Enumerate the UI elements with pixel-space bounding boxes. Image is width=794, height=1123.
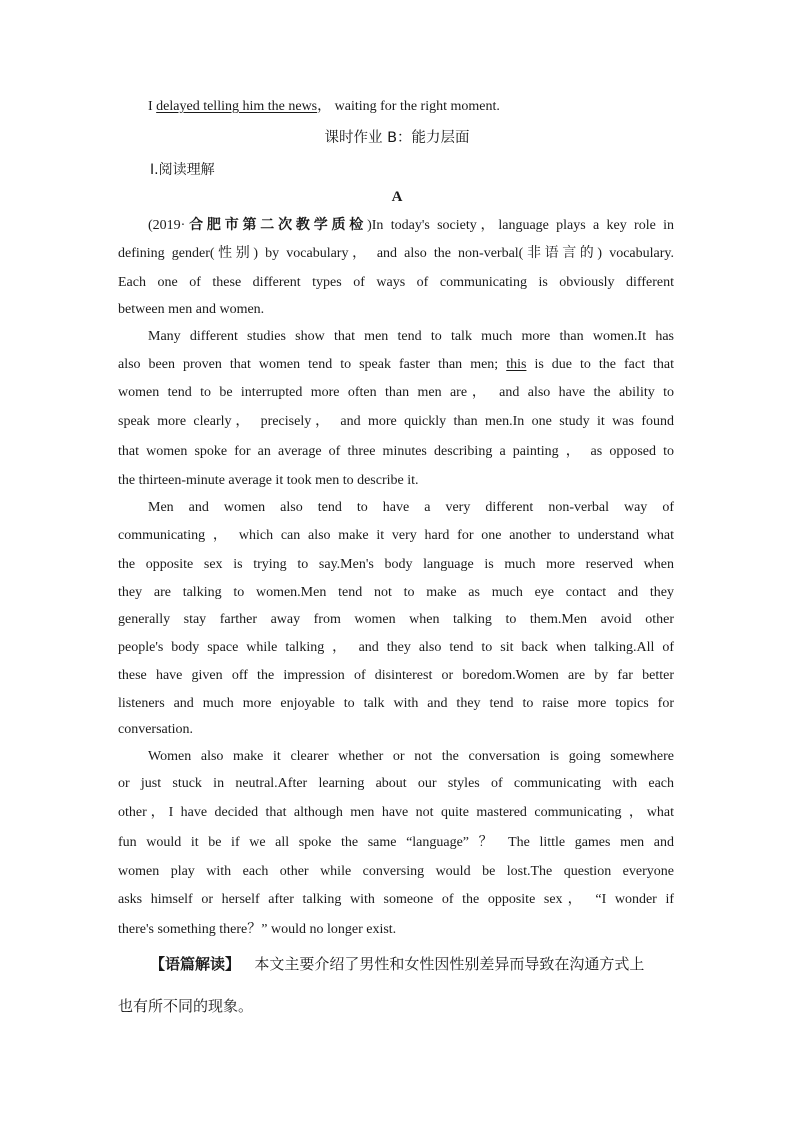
- source-open: (2019·: [148, 218, 186, 233]
- passage-line: other，I have decided that although men have not quite mastered communicating ，what: [118, 805, 674, 820]
- passage-fragment: also been proven that women tend to speak faster than men;: [118, 357, 507, 372]
- passage-line: the opposite sex is trying to say.Men's body language is much more reserved when: [118, 557, 674, 572]
- analysis-line1: [150, 954, 644, 974]
- source-city: 合肥市第二次教学质检: [185, 217, 368, 233]
- passage-line: or just stuck in neutral.After learning about our styles of communicating with each: [118, 776, 674, 791]
- example-sentence-underlined: delayed telling him the news: [156, 99, 318, 114]
- passage-line: women tend to be interrupted more often than men are， and also have the ability to: [118, 385, 674, 400]
- passage-line: Each one of these different types of ways of communicating is obviously different: [118, 275, 674, 290]
- passage-line: the thirteen-minute average it took men to describe it.: [118, 473, 419, 488]
- p1-line1-rest: )In today's society，language plays a key role in: [367, 218, 674, 233]
- passage-line: they are talking to women.Men tend not to make as much eye contact and they: [118, 585, 674, 600]
- passage-line: conversation.: [118, 722, 194, 737]
- passage-line: [118, 356, 674, 374]
- passage-line: asks himself or herself after talking with someone of the opposite sex， “I wonder if: [118, 892, 674, 907]
- passage-line: there's something there？” would no longer exist.: [118, 922, 397, 937]
- section-label: Ⅰ.阅读理解: [150, 162, 215, 178]
- analysis-label: 【语篇解读】: [150, 955, 241, 973]
- passage-line: that women spoke for an average of three minutes describing a painting ， as opposed to: [118, 444, 674, 459]
- analysis-text-1: 本文主要介绍了男性和女性因性别差异而导致在沟通方式上: [254, 955, 645, 973]
- passage-line: these have given off the impression of disinterest or boredom.Women are by far better: [118, 668, 674, 683]
- passage-line: defining gender(性别) by vocabulary， and also the non-verbal(非语言的) vocabulary.: [118, 246, 674, 261]
- passage-letter: A: [391, 189, 403, 205]
- passage-line: fun would it be if we all spoke the same “language” ？ The little games men and: [118, 835, 674, 850]
- passage-line: generally stay farther away from women when talking to them.Men avoid other: [118, 612, 674, 627]
- example-sentence-prefix: I: [148, 99, 157, 114]
- passage-line: Women also make it clearer whether or not the conversation is going somewhere: [148, 749, 674, 764]
- passage-line: Men and women also tend to have a very different non-verbal way of: [148, 500, 674, 515]
- passage-line: speak more clearly， precisely， and more quickly than men.In one study it was found: [118, 414, 674, 429]
- underlined-this: this: [506, 357, 527, 372]
- passage-line: people's body space while talking ， and they also tend to sit back when talking.All of: [118, 640, 674, 655]
- analysis-line2: 也有所不同的现象。: [118, 997, 254, 1015]
- passage-line: women play with each other while conversing would be lost.The question everyone: [118, 864, 674, 879]
- homework-title: 课时作业 B：能力层面: [324, 130, 470, 146]
- passage-line: [148, 216, 674, 235]
- passage-line: listeners and much more enjoyable to talk with and they tend to raise more topics for: [118, 696, 674, 711]
- example-sentence-suffix: ， waiting for the right moment.: [317, 99, 500, 114]
- passage-line: Many different studies show that men tend to talk much more than women.It has: [148, 329, 674, 344]
- passage-line: between men and women.: [118, 302, 265, 317]
- example-sentence: [148, 98, 674, 116]
- passage-line: communicating ， which can also make it very hard for one another to understand what: [118, 528, 674, 543]
- passage-fragment: is due to the fact that: [526, 357, 674, 372]
